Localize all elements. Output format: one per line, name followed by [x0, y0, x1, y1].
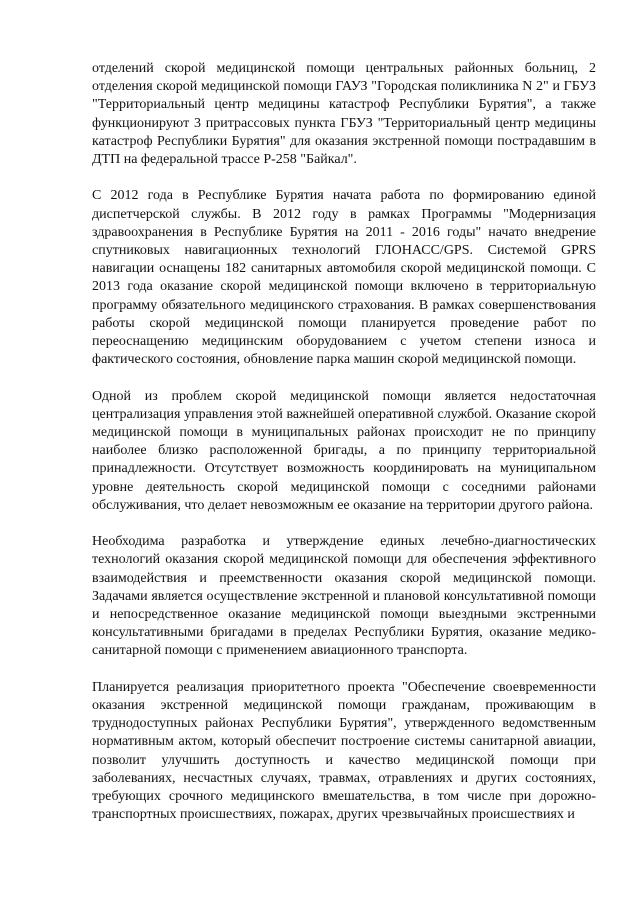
- paragraph-dispatch-service: С 2012 года в Республике Бурятия начата работа по формированию единой диспетчерской службы. В 2012 году в рамках Программы "Модернизация здравоохранения в Республике Бурятия на 2011 - 2016 годы" начато внедрение спутниковых навигационных технологий ГЛОНАСС/GPS. Системой GPRS навигации оснащены 182 санитарных автомобиля скорой медицинской помощи. С 2013 года оказание скорой медицинской помощи включено в территориальную программу обязательного медицинского страхования. В рамках совершенствования работы скорой медицинской помощи планируется проведение работ по переоснащению медицинским оборудованием с учетом степени износа и фактического состояния, обновление парка машин скорой медицинской помощи.: [92, 188, 596, 368]
- paragraph-diagnostic-technologies: Необходима разработка и утверждение единых лечебно-диагностических технологий оказания скорой медицинской помощи для обеспечения эффективного взаимодействия и преемственности оказания скорой медицинской помощи. Задачами является осуществление экстренной и плановой консультативной помощи и непосредственное оказание медицинской помощи выездными экстренными консультативными бригадами в пределах Республики Бурятия, оказание медико-санитарной помощи с применением авиационного транспорта.: [92, 534, 596, 659]
- paragraph-centralization-problem: Одной из проблем скорой медицинской помощи является недостаточная централизация управления этой важнейшей оперативной службой. Оказание скорой медицинской помощи в муниципальных районах происходит не по принципу наиболее близко расположенной бригады, а по принципу территориальной принадлежности. Отсутствует возможность координировать на муниципальном уровне деятельность скорой медицинской помощи с соседними районами обслуживания, что делает невозможным ее оказание на территории другого района.: [92, 388, 596, 513]
- paragraph-sanitary-aviation-project: Планируется реализация приоритетного проекта "Обеспечение своевременности оказания экстренной медицинской помощи гражданам, проживающим в труднодоступных районах Республики Бурятия", утвержденного ведомственным нормативным актом, который обеспечит построение системы санитарной авиации, позволит улучшить доступность и качество медицинской помощи при заболеваниях, несчастных случаях, травмах, отравлениях и других состояниях, требующих срочного медицинского вмешательства, в том числе при дорожно-транспортных происшествиях, пожарах, других чрезвычайных происшествиях и: [92, 679, 596, 823]
- document-page: [92, 60, 596, 843]
- paragraph-ambulance-departments: отделений скорой медицинской помощи центральных районных больниц, 2 отделения скорой медицинской помощи ГАУЗ "Городская поликлиника N 2" и ГБУЗ "Территориальный центр медицины катастроф Республики Бурятия", а также функционируют 3 притрассовых пункта ГБУЗ "Территориальный центр медицины катастроф Республики Бурятия" для оказания экстренной помощи пострадавшим в ДТП на федеральной трассе Р-258 "Байкал".: [92, 61, 596, 168]
